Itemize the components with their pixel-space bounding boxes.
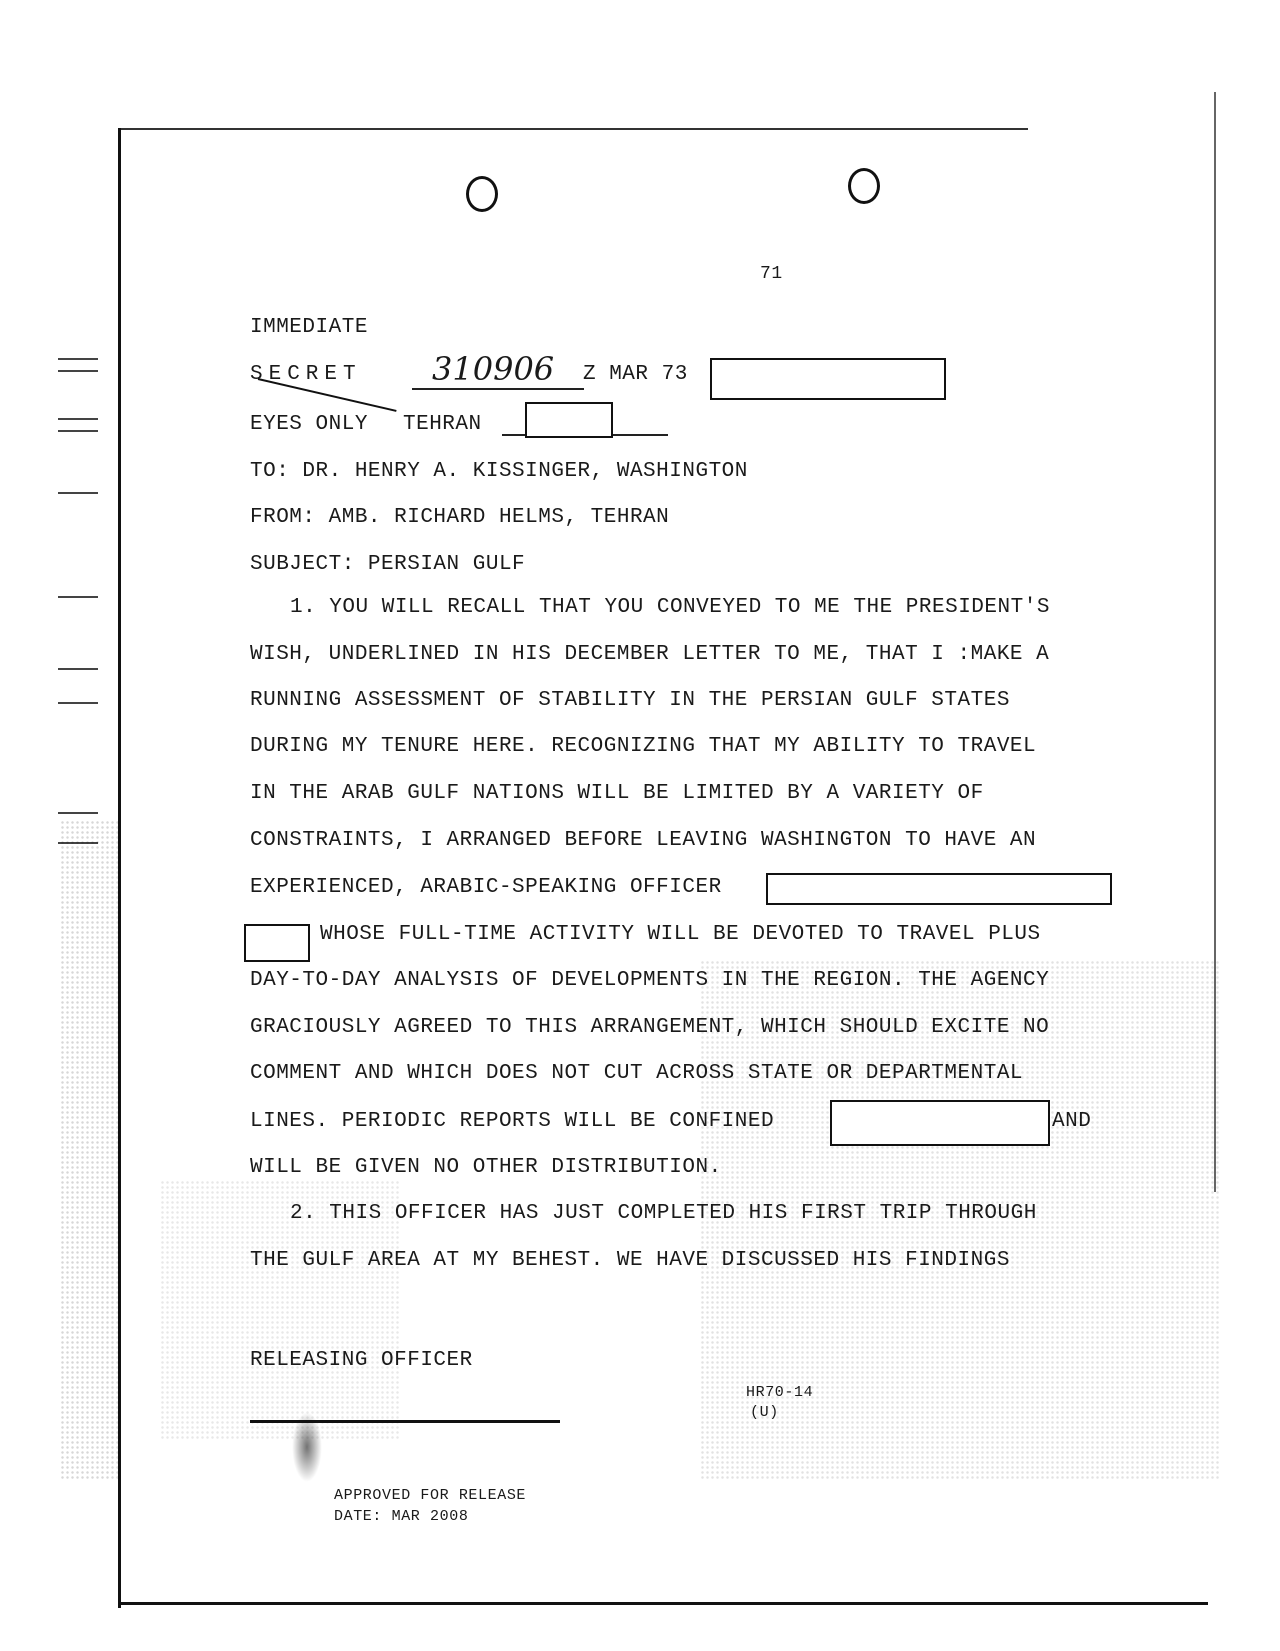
- body-line: 1. YOU WILL RECALL THAT YOU CONVEYED TO ME THE PRESIDENT'S: [290, 596, 1050, 619]
- margin-tick: [58, 596, 98, 598]
- precedence: IMMEDIATE: [250, 316, 368, 339]
- margin-tick: [58, 812, 98, 814]
- body-line: AND: [1052, 1110, 1092, 1133]
- page-mark: 71: [760, 264, 783, 284]
- handling-caveat: EYES ONLY: [250, 413, 368, 436]
- redaction-box: [766, 873, 1112, 905]
- page-border-top: [118, 128, 1028, 130]
- body-line: LINES. PERIODIC REPORTS WILL BE CONFINED: [250, 1110, 775, 1133]
- dtg-handwritten: 310906: [432, 350, 555, 388]
- dtg-underline: [412, 388, 584, 390]
- release-date: DATE: MAR 2008: [334, 1508, 469, 1525]
- redaction-box: [525, 402, 613, 438]
- body-line: DURING MY TENURE HERE. RECOGNIZING THAT MY ABILITY TO TRAVEL: [250, 735, 1037, 758]
- binder-hole: [466, 176, 498, 212]
- margin-tick: [58, 358, 98, 360]
- margin-tick: [58, 668, 98, 670]
- to-line: TO: DR. HENRY A. KISSINGER, WASHINGTON: [250, 460, 748, 483]
- signature-smudge: [292, 1412, 322, 1482]
- margin-tick: [58, 418, 98, 420]
- classification: SECRET: [250, 363, 362, 386]
- margin-tick: [58, 702, 98, 704]
- copy-grain: [60, 820, 120, 1480]
- body-line: DAY-TO-DAY ANALYSIS OF DEVELOPMENTS IN THE REGION. THE AGENCY: [250, 969, 1050, 992]
- body-line: RUNNING ASSESSMENT OF STABILITY IN THE PERSIAN GULF STATES: [250, 689, 1010, 712]
- body-line: 2. THIS OFFICER HAS JUST COMPLETED HIS FIRST TRIP THROUGH: [290, 1202, 1037, 1225]
- body-line: WILL BE GIVEN NO OTHER DISTRIBUTION.: [250, 1156, 722, 1179]
- redaction-box: [830, 1100, 1050, 1146]
- body-line: GRACIOUSLY AGREED TO THIS ARRANGEMENT, WHICH SHOULD EXCITE NO: [250, 1016, 1050, 1039]
- body-line: CONSTRAINTS, I ARRANGED BEFORE LEAVING WASHINGTON TO HAVE AN: [250, 829, 1037, 852]
- page-border-bottom: [118, 1602, 1208, 1605]
- station: TEHRAN: [403, 413, 482, 436]
- body-line: THE GULF AREA AT MY BEHEST. WE HAVE DISCUSSED HIS FINDINGS: [250, 1249, 1010, 1272]
- margin-tick: [58, 492, 98, 494]
- form-classification: (U): [750, 1404, 779, 1421]
- form-number: HR70-14: [746, 1384, 814, 1401]
- redaction-box: [710, 358, 946, 400]
- dtg-suffix: Z MAR 73: [583, 363, 688, 386]
- binder-hole: [848, 168, 880, 204]
- from-line: FROM: AMB. RICHARD HELMS, TEHRAN: [250, 506, 670, 529]
- body-line: EXPERIENCED, ARABIC-SPEAKING OFFICER: [250, 876, 722, 899]
- body-line: COMMENT AND WHICH DOES NOT CUT ACROSS STATE OR DEPARTMENTAL: [250, 1062, 1024, 1085]
- body-line: WISH, UNDERLINED IN HIS DECEMBER LETTER TO ME, THAT I :MAKE A: [250, 643, 1050, 666]
- margin-tick: [58, 430, 98, 432]
- subject-line: SUBJECT: PERSIAN GULF: [250, 553, 526, 576]
- releasing-officer: RELEASING OFFICER: [250, 1349, 473, 1372]
- margin-tick: [58, 370, 98, 372]
- approved-for-release: APPROVED FOR RELEASE: [334, 1487, 527, 1504]
- body-line: WHOSE FULL-TIME ACTIVITY WILL BE DEVOTED TO TRAVEL PLUS: [320, 923, 1041, 946]
- body-line: IN THE ARAB GULF NATIONS WILL BE LIMITED BY A VARIETY OF: [250, 782, 984, 805]
- redaction-box: [244, 924, 310, 962]
